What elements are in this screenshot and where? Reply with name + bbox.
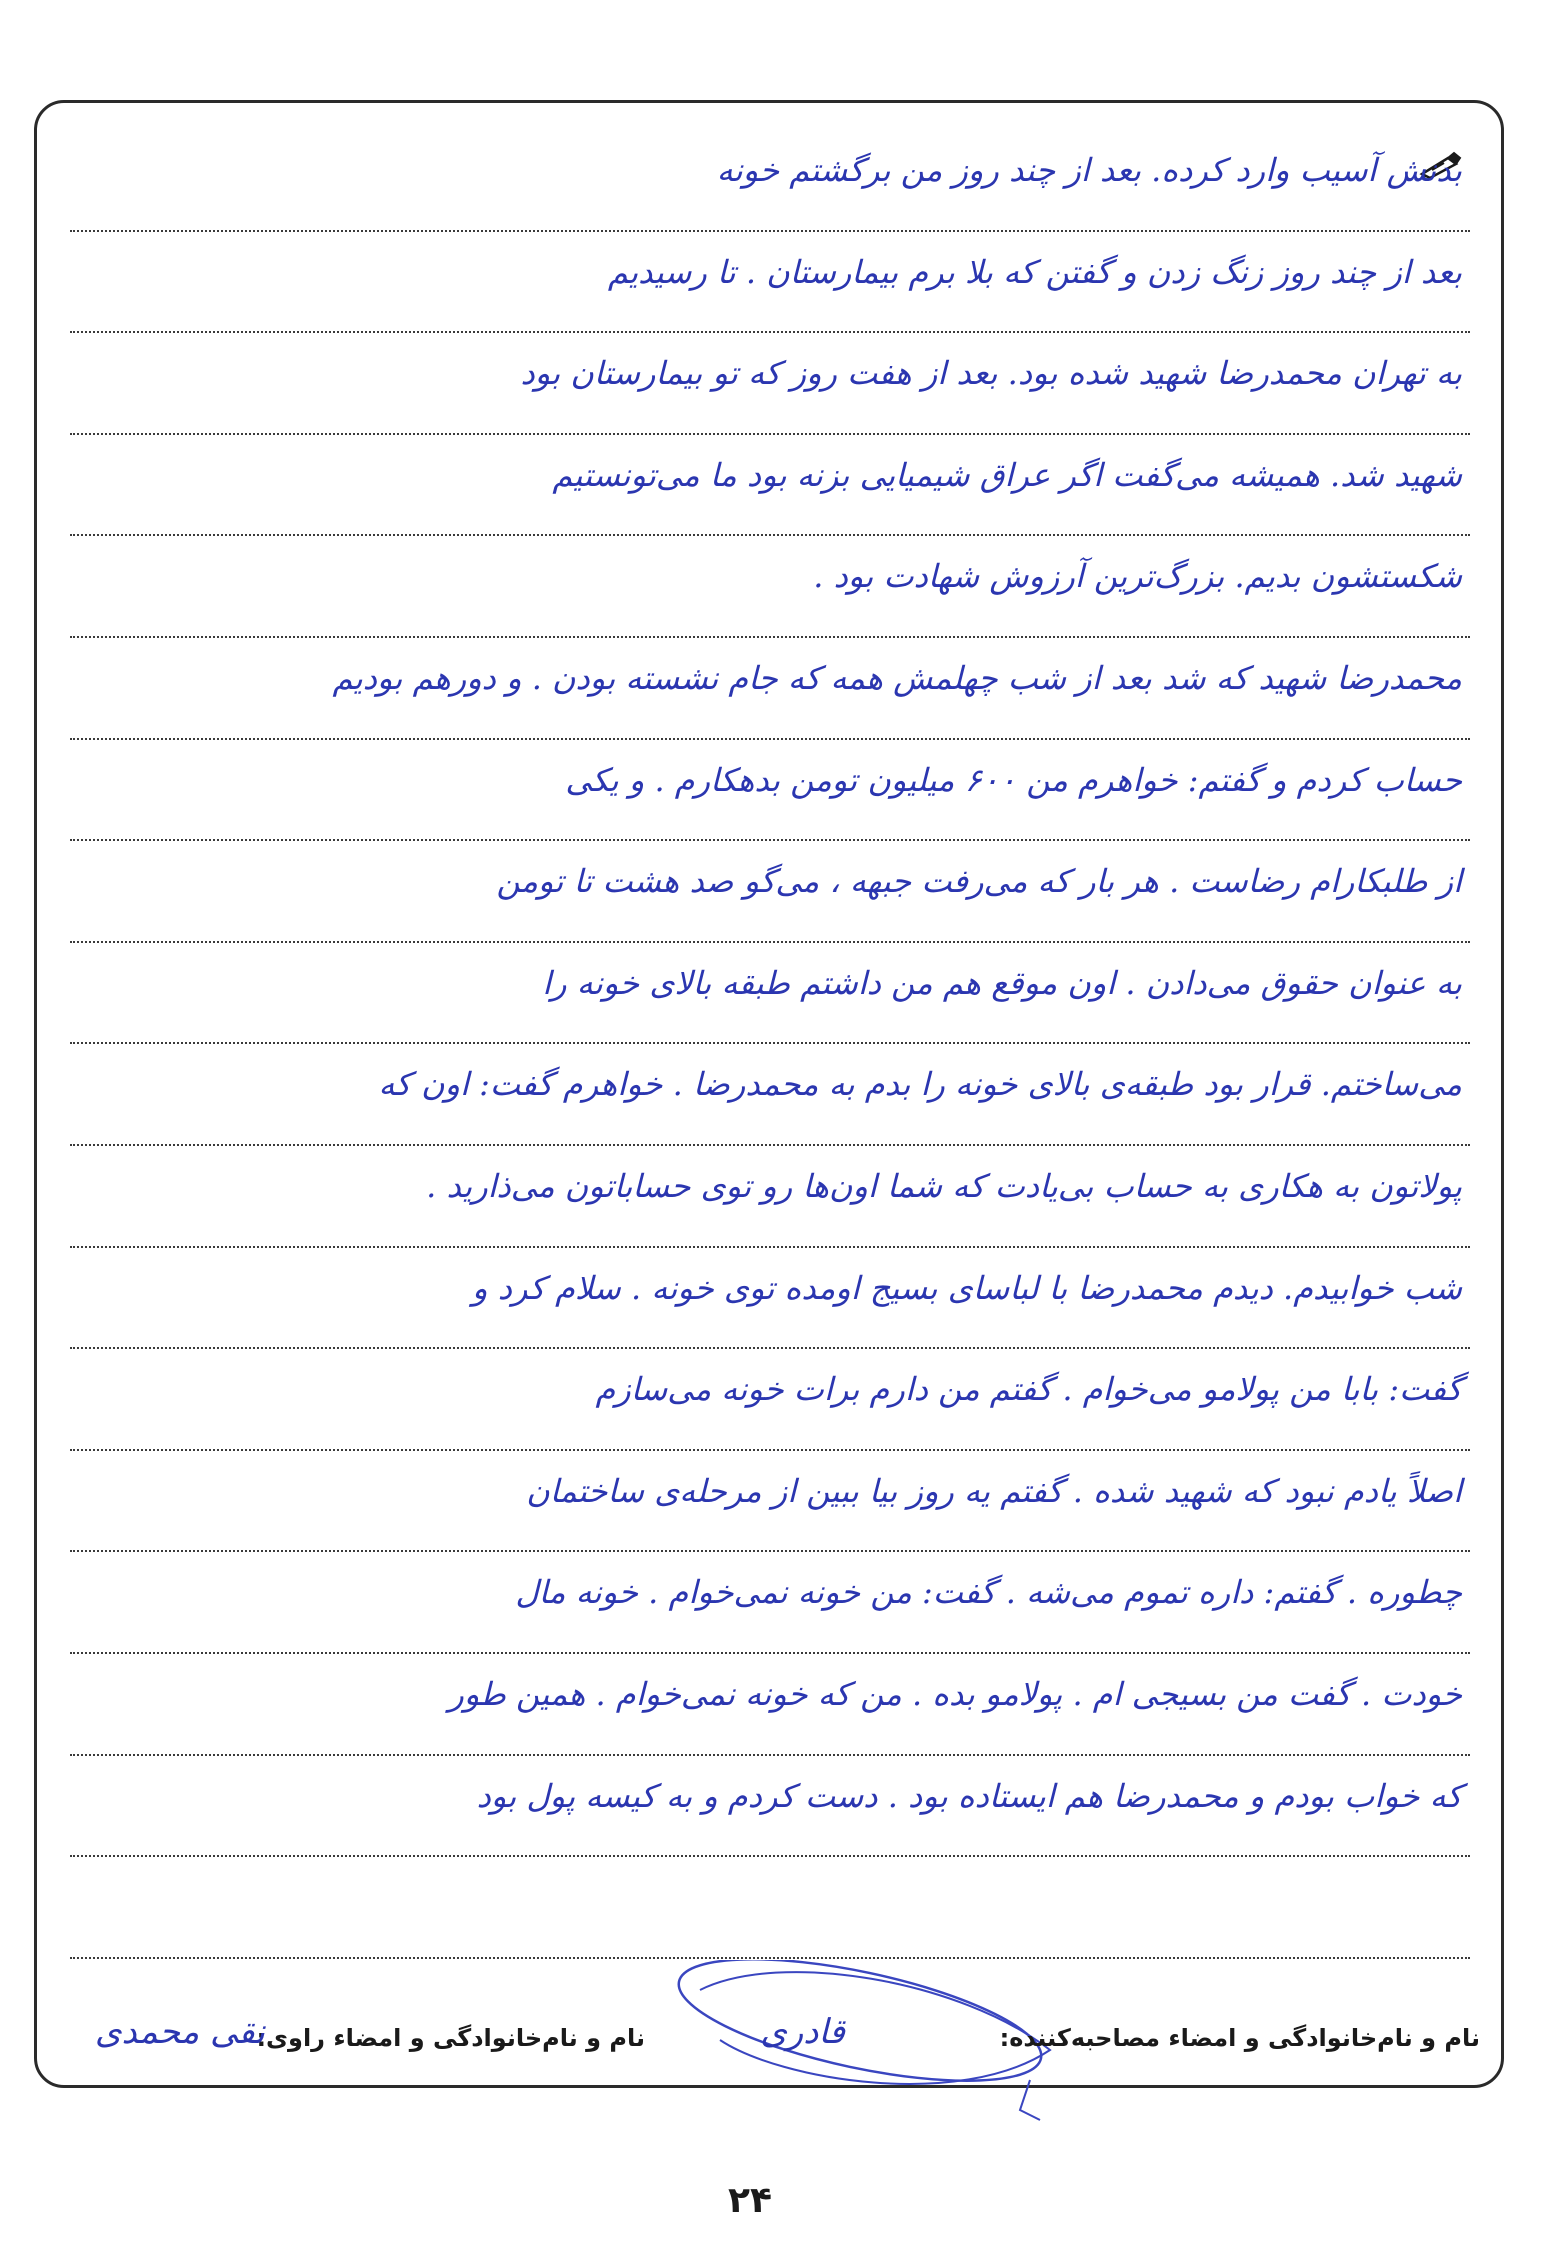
text-line [70, 435, 1470, 537]
line-text: گفت: بابا من پولامو می‌خوام . گفتم من دارم برات خونه می‌سازم [595, 1370, 1462, 1409]
signature-row [60, 2010, 1480, 2070]
interviewer-signature: قادری [760, 2012, 845, 2052]
text-line [70, 1552, 1470, 1654]
line-text: شکستشون بدیم. بزرگ‌ترین آرزوش شهادت بود . [813, 557, 1462, 596]
text-line [70, 1146, 1470, 1248]
line-text: حساب کردم و گفتم: خواهرم من ۶۰۰ میلیون تومن بدهکارم . و یکی [565, 760, 1462, 799]
line-text: به عنوان حقوق می‌دادن . اون موقع هم من داشتم طبقه بالای خونه را [542, 963, 1462, 1002]
page-number: ۲۴ [728, 2180, 772, 2221]
line-text: شب خوابیدم. دیدم محمدرضا با لباسای بسیج اومده توی خونه . سلام کرد و [472, 1268, 1462, 1307]
text-line [70, 1044, 1470, 1146]
line-text: از طلبکارام رضاست . هر بار که می‌رفت جبهه ، می‌گو صد هشت تا تومن [496, 862, 1462, 901]
text-line [70, 1857, 1470, 1959]
text-line [70, 1756, 1470, 1858]
line-text: که خواب بودم و محمدرضا هم ایستاده بود . دست کردم و به کیسه پول بود [476, 1776, 1462, 1815]
narrator-label: نام و نام‌خانوادگی و امضاء راوی: [256, 2024, 645, 2052]
text-line [70, 232, 1470, 334]
interviewer-label: نام و نام‌خانوادگی و امضاء مصاحبه‌کننده: [999, 2024, 1480, 2052]
text-line [70, 1451, 1470, 1553]
line-text: اصلاً یادم نبود که شهید شده . گفتم یه روز بیا ببین از مرحله‌ی ساختمان [526, 1471, 1462, 1510]
narrator-signature: نقی محمدی [94, 2012, 265, 2052]
text-line [70, 943, 1470, 1045]
text-line [70, 333, 1470, 435]
line-text: شهید شد. همیشه می‌گفت اگر عراق شیمیایی بزنه بود ما می‌تونستیم [552, 455, 1462, 494]
line-text: پولاتون به هکاری به حساب بی‌یادت که شما اون‌ها رو توی حساباتون می‌ذارید . [426, 1166, 1462, 1205]
line-text: بدنش آسیب وارد کرده. بعد از چند روز من برگشتم خونه [716, 151, 1462, 189]
text-line [70, 1654, 1470, 1756]
text-line [70, 740, 1470, 842]
line-text: می‌ساختم. قرار بود طبقه‌ی بالای خونه را بدم به محمدرضا . خواهرم گفت: اون که [378, 1065, 1462, 1104]
text-line [70, 841, 1470, 943]
text-line [70, 130, 1470, 232]
line-text: خودت . گفت من بسیجی ام . پولامو بده . من که خونه نمی‌خوام . همین طور [448, 1674, 1462, 1713]
line-text: بعد از چند روز زنگ زدن و گفتن که بلا برم بیمارستان . تا رسیدیم [607, 252, 1462, 291]
text-line [70, 638, 1470, 740]
handwritten-lines [70, 130, 1470, 1959]
line-text: محمدرضا شهید که شد بعد از شب چهلمش همه که جام نشسته بودن . و دورهم بودیم [332, 658, 1462, 697]
text-line [70, 536, 1470, 638]
line-text: به تهران محمدرضا شهید شده بود. بعد از هفت روز که تو بیمارستان بود [520, 354, 1462, 393]
text-line [70, 1349, 1470, 1451]
line-text: چطوره . گفتم: داره تموم می‌شه . گفت: من خونه نمی‌خوام . خونه مال [515, 1573, 1462, 1612]
text-line [70, 1248, 1470, 1350]
